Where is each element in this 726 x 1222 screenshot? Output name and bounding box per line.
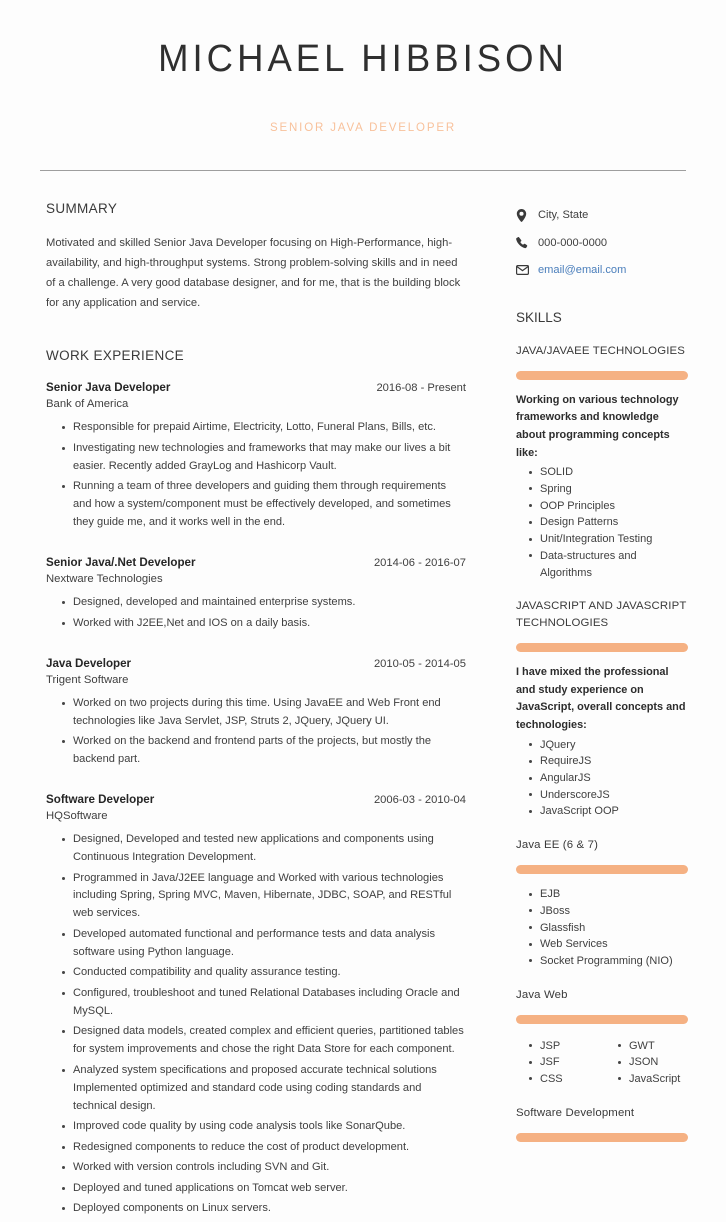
job-bullet: Worked with J2EE,Net and IOS on a daily basis. (62, 615, 466, 633)
skill-group-description: Working on various technology frameworks and knowledge about programming concepts like: (516, 393, 679, 459)
skill-group-list (516, 343, 688, 1142)
job-entry (46, 381, 466, 532)
skills-heading: SKILLS (516, 309, 562, 325)
contact-value: 000-000-0000 (538, 236, 608, 249)
contact-row (516, 209, 688, 222)
job-bullet-list (46, 594, 466, 632)
skill-item: JBoss (529, 903, 688, 920)
skill-level-bar (516, 643, 688, 652)
skill-level-bar (516, 1133, 688, 1142)
contact-value[interactable]: email@email.com (538, 263, 627, 276)
skill-group-title: Software Development (516, 1106, 635, 1119)
job-bullet: Configured, troubleshoot and tuned Relational Databases including Oracle and MySQL. (62, 985, 466, 1021)
skill-group-title: Java EE (6 & 7) (516, 839, 599, 852)
skill-group (516, 837, 688, 969)
skill-two-column-list (516, 1036, 688, 1088)
job-header-row (46, 381, 466, 394)
skill-item: Unit/Integration Testing (529, 531, 688, 548)
job-bullet: Worked on the backend and frontend parts of the projects, but mostly the backend part. (62, 733, 466, 769)
candidate-name: MICHAEL HIBBISON (158, 38, 568, 80)
main-column (46, 201, 466, 1222)
location-pin-icon (516, 209, 538, 222)
skill-item: Socket Programming (NIO) (529, 953, 688, 970)
job-dates: 2014-06 - 2016-07 (373, 557, 466, 570)
job-bullet: Running a team of three developers and guiding them through requirements and how a system/component must be effectively developed, and sometimes they guide me, and it works well in the end. (62, 478, 466, 532)
skill-group-title: JAVA/JAVAEE TECHNOLOGIES (516, 344, 686, 357)
skill-item: AngularJS (529, 770, 688, 787)
skill-group-title: JAVASCRIPT AND JAVASCRIPT TECHNOLOGIES (516, 600, 687, 630)
work-experience-heading: WORK EXPERIENCE (46, 348, 185, 364)
skill-item: UnderscoreJS (529, 787, 688, 804)
header-divider (40, 170, 686, 171)
job-bullet: Conducted compatibility and quality assurance testing. (62, 964, 466, 982)
job-header-row (46, 657, 466, 670)
job-title: Software Developer (46, 793, 155, 807)
skill-item: JavaScript OOP (529, 803, 688, 820)
job-header-row (46, 793, 466, 806)
phone-icon (516, 237, 538, 249)
job-dates: 2010-05 - 2014-05 (373, 657, 466, 670)
skill-item-list (516, 1038, 599, 1088)
skill-item: JavaScript (618, 1071, 688, 1088)
skill-item-list (516, 886, 688, 970)
envelope-icon (516, 265, 538, 275)
skill-level-bar (516, 1015, 688, 1024)
skill-item-list (516, 464, 688, 581)
summary-text: Motivated and skilled Senior Java Developer focusing on High-Performance, high-availability, and high-throughput systems. Strong problem-solving skills and in need of a challenge. A very good database designer, and for me, that is the building block for any application and service. (46, 236, 461, 309)
summary-heading: SUMMARY (46, 200, 118, 216)
job-company: Bank of America (46, 398, 129, 411)
contact-list (516, 209, 688, 276)
job-bullet: Investigating new technologies and frameworks that may make our lives a bit easier. Recently added GrayLog and Hashicorp Vault. (62, 440, 466, 476)
work-experience-section (46, 348, 466, 1218)
job-bullet: Redesigned components to reduce the cost of product development. (62, 1139, 466, 1157)
job-bullet: Deployed components on Linux servers. (62, 1200, 466, 1218)
job-bullet: Responsible for prepaid Airtime, Electricity, Lotto, Funeral Plans, Bills, etc. (62, 419, 466, 437)
job-bullet: Worked on two projects during this time. Using JavaEE and Web Front end technologies like Java Servlet, JSP, Struts 2, JQuery, JQuery UI. (62, 695, 466, 731)
skill-group-description: I have mixed the professional and study experience on JavaScript, overall concepts and technologies: (516, 665, 686, 731)
skill-group (516, 598, 688, 820)
job-bullet: Designed, Developed and tested new applications and components using Continuous Integration Development. (62, 831, 466, 867)
job-bullet: Developed automated functional and performance tests and data analysis software using Python language. (62, 926, 466, 962)
job-title: Senior Java Developer (46, 381, 171, 395)
skill-item: JQuery (529, 737, 688, 754)
job-title: Senior Java/.Net Developer (46, 556, 196, 570)
resume-body (0, 201, 726, 1222)
skill-item: RequireJS (529, 753, 688, 770)
job-company: Trigent Software (46, 673, 129, 686)
contact-row (516, 237, 688, 249)
skill-item: JSF (529, 1054, 599, 1071)
job-entry (46, 657, 466, 769)
skill-item: JSON (618, 1054, 688, 1071)
job-bullet: Deployed and tuned applications on Tomcat web server. (62, 1180, 466, 1198)
job-bullet-list (46, 831, 466, 1218)
job-dates: 2006-03 - 2010-04 (373, 794, 466, 807)
skill-item: JSP (529, 1038, 599, 1055)
skill-item-list (605, 1038, 688, 1088)
skill-group (516, 1105, 688, 1142)
job-bullet-list (46, 695, 466, 769)
summary-section (46, 201, 466, 314)
job-dates: 2016-08 - Present (376, 382, 466, 395)
skill-item: Design Patterns (529, 514, 688, 531)
skill-group (516, 987, 688, 1088)
sidebar-column (516, 201, 688, 1154)
skill-item: Data-structures and Algorithms (529, 548, 688, 581)
skill-item: EJB (529, 886, 688, 903)
skill-group (516, 343, 688, 582)
contact-row[interactable] (516, 264, 688, 276)
skill-item: GWT (618, 1038, 688, 1055)
skill-item: Spring (529, 481, 688, 498)
job-title: Java Developer (46, 656, 132, 670)
job-bullet: Designed, developed and maintained enterprise systems. (62, 594, 466, 612)
skill-item: OOP Principles (529, 498, 688, 515)
job-bullet: Designed data models, created complex and efficient queries, partitioned tables for system improvements and chose the right Data Store for each component. (62, 1023, 466, 1059)
candidate-role: SENIOR JAVA DEVELOPER (269, 121, 457, 134)
job-bullet: Programmed in Java/J2EE language and Worked with various technologies including Spring, Spring MVC, Maven, Hibernate, JDBC, SOAP, and RESTful web services. (62, 870, 466, 924)
skill-item: Glassfish (529, 920, 688, 937)
skill-item: SOLID (529, 464, 688, 481)
contact-value: City, State (538, 209, 589, 222)
job-entry (46, 556, 466, 632)
skill-item: Web Services (529, 936, 688, 953)
skill-item-list (516, 737, 688, 821)
job-company: Nextware Technologies (46, 573, 163, 586)
job-bullet: Improved code quality by using code analysis tools like SonarQube. (62, 1118, 466, 1136)
skill-group-title: Java Web (516, 988, 568, 1001)
job-entry (46, 793, 466, 1218)
job-company: HQSoftware (46, 810, 108, 823)
job-bullet: Worked with version controls including SVN and Git. (62, 1159, 466, 1177)
skill-level-bar (516, 371, 688, 380)
skill-level-bar (516, 865, 688, 874)
job-header-row (46, 556, 466, 569)
job-bullet: Analyzed system specifications and proposed accurate technical solutions Implemented optimized and standard code using coding standards and technical design. (62, 1062, 466, 1116)
resume-header (0, 0, 726, 171)
job-bullet-list (46, 419, 466, 532)
job-list (46, 381, 466, 1218)
skill-item: CSS (529, 1071, 599, 1088)
